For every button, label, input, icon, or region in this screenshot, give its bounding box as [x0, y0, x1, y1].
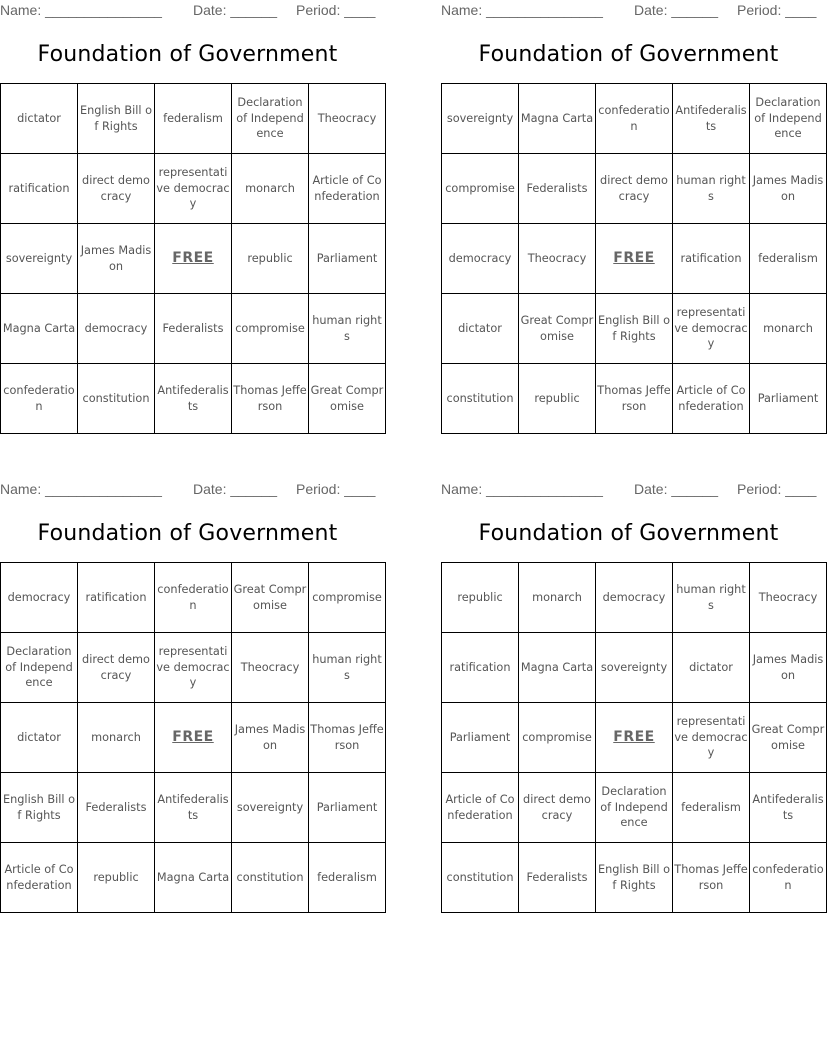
- bingo-cell: compromise: [309, 563, 386, 633]
- bingo-cell: ratification: [1, 154, 78, 224]
- bingo-cell: Article of Confederation: [673, 364, 750, 434]
- bingo-cell: human rights: [309, 633, 386, 703]
- bingo-cell: Theocracy: [750, 563, 827, 633]
- bingo-cell: Theocracy: [519, 224, 596, 294]
- bingo-cell: Parliament: [442, 703, 519, 773]
- grid-row: [442, 703, 827, 773]
- bingo-cell: dictator: [1, 703, 78, 773]
- grid-row: [1, 843, 386, 913]
- grid-row: [442, 563, 827, 633]
- bingo-cell: Declaration of Independence: [232, 84, 309, 154]
- bingo-cell: Magna Carta: [1, 294, 78, 364]
- bingo-cell: compromise: [519, 703, 596, 773]
- free-space: FREE: [596, 703, 673, 773]
- bingo-cell: monarch: [519, 563, 596, 633]
- bingo-cell: Antifederalists: [155, 773, 232, 843]
- bingo-cell: Declaration of Independence: [750, 84, 827, 154]
- bingo-cell: federalism: [673, 773, 750, 843]
- bingo-cell: Great Compromise: [750, 703, 827, 773]
- bingo-cell: Great Compromise: [232, 563, 309, 633]
- grid-row: [442, 633, 827, 703]
- grid-row: [1, 224, 386, 294]
- bingo-card-1: [0, 0, 384, 440]
- bingo-cell: republic: [232, 224, 309, 294]
- bingo-cell: Federalists: [78, 773, 155, 843]
- bingo-card-2: [441, 0, 824, 440]
- grid-row: [442, 773, 827, 843]
- period-field: Period: ____: [296, 2, 376, 18]
- bingo-cell: James Madison: [750, 633, 827, 703]
- period-field: Period: ____: [737, 481, 817, 497]
- bingo-cell: direct democracy: [78, 633, 155, 703]
- date-field: Date: ______: [193, 481, 278, 497]
- bingo-cell: constitution: [232, 843, 309, 913]
- grid-row: [1, 633, 386, 703]
- bingo-cell: James Madison: [78, 224, 155, 294]
- card-title: Foundation of Government: [37, 42, 338, 67]
- grid-row: [442, 224, 827, 294]
- free-space: FREE: [155, 224, 232, 294]
- bingo-cell: compromise: [232, 294, 309, 364]
- bingo-cell: representative democracy: [673, 294, 750, 364]
- name-field: Name: _______________: [0, 481, 162, 497]
- bingo-cell: Antifederalists: [155, 364, 232, 434]
- name-field: Name: _______________: [441, 481, 603, 497]
- bingo-cell: Theocracy: [309, 84, 386, 154]
- bingo-cell: Parliament: [750, 364, 827, 434]
- bingo-cell: Theocracy: [232, 633, 309, 703]
- bingo-cell: English Bill of Rights: [596, 843, 673, 913]
- bingo-cell: Federalists: [155, 294, 232, 364]
- bingo-grid: [441, 83, 827, 434]
- bingo-cell: confederation: [750, 843, 827, 913]
- bingo-cell: English Bill of Rights: [1, 773, 78, 843]
- bingo-cell: Thomas Jefferson: [673, 843, 750, 913]
- name-field: Name: _______________: [441, 2, 603, 18]
- grid-row: [1, 703, 386, 773]
- bingo-cell: Declaration of Independence: [596, 773, 673, 843]
- bingo-cell: Magna Carta: [519, 84, 596, 154]
- bingo-cell: sovereignty: [1, 224, 78, 294]
- bingo-cell: Magna Carta: [519, 633, 596, 703]
- bingo-cell: direct democracy: [78, 154, 155, 224]
- bingo-card-4: [441, 479, 825, 919]
- free-space: FREE: [596, 224, 673, 294]
- free-space: FREE: [155, 703, 232, 773]
- bingo-cell: direct democracy: [519, 773, 596, 843]
- bingo-cell: federalism: [309, 843, 386, 913]
- bingo-cell: federalism: [155, 84, 232, 154]
- bingo-cell: ratification: [442, 633, 519, 703]
- bingo-cell: constitution: [78, 364, 155, 434]
- bingo-cell: ratification: [78, 563, 155, 633]
- bingo-cell: monarch: [232, 154, 309, 224]
- grid-row: [1, 563, 386, 633]
- bingo-cell: human rights: [309, 294, 386, 364]
- bingo-cell: Great Compromise: [309, 364, 386, 434]
- grid-row: [442, 843, 827, 913]
- bingo-cell: dictator: [673, 633, 750, 703]
- name-field: Name: _______________: [0, 2, 162, 18]
- grid-row: [442, 154, 827, 224]
- bingo-cell: Article of Confederation: [1, 843, 78, 913]
- bingo-cell: Article of Confederation: [442, 773, 519, 843]
- bingo-cell: Antifederalists: [673, 84, 750, 154]
- bingo-cell: English Bill of Rights: [78, 84, 155, 154]
- student-info-row: [0, 481, 375, 499]
- date-field: Date: ______: [634, 481, 719, 497]
- student-info-row: [441, 2, 816, 20]
- date-field: Date: ______: [634, 2, 719, 18]
- grid-row: [1, 773, 386, 843]
- bingo-cell: dictator: [442, 294, 519, 364]
- bingo-card-3: [0, 479, 384, 919]
- bingo-cell: monarch: [78, 703, 155, 773]
- bingo-cell: English Bill of Rights: [596, 294, 673, 364]
- grid-row: [1, 364, 386, 434]
- bingo-cell: Parliament: [309, 224, 386, 294]
- bingo-cell: Thomas Jefferson: [232, 364, 309, 434]
- bingo-cell: republic: [78, 843, 155, 913]
- grid-row: [442, 364, 827, 434]
- bingo-cell: constitution: [442, 843, 519, 913]
- bingo-cell: representative democracy: [155, 154, 232, 224]
- period-field: Period: ____: [296, 481, 376, 497]
- bingo-cell: Great Compromise: [519, 294, 596, 364]
- bingo-cell: republic: [519, 364, 596, 434]
- bingo-cell: Parliament: [309, 773, 386, 843]
- bingo-cell: republic: [442, 563, 519, 633]
- bingo-cell: democracy: [78, 294, 155, 364]
- grid-row: [442, 294, 827, 364]
- bingo-cell: dictator: [1, 84, 78, 154]
- bingo-cell: Thomas Jefferson: [596, 364, 673, 434]
- grid-row: [1, 84, 386, 154]
- bingo-cell: sovereignty: [596, 633, 673, 703]
- bingo-cell: Federalists: [519, 154, 596, 224]
- bingo-cell: Magna Carta: [155, 843, 232, 913]
- bingo-grid: [441, 562, 827, 913]
- bingo-cell: Declaration of Independence: [1, 633, 78, 703]
- period-field: Period: ____: [737, 2, 817, 18]
- card-title: Foundation of Government: [37, 521, 338, 546]
- bingo-cell: ratification: [673, 224, 750, 294]
- bingo-cell: democracy: [596, 563, 673, 633]
- grid-row: [442, 84, 827, 154]
- card-title: Foundation of Government: [478, 521, 779, 546]
- bingo-grid: [0, 562, 386, 913]
- bingo-cell: confederation: [1, 364, 78, 434]
- bingo-grid: [0, 83, 386, 434]
- bingo-cell: compromise: [442, 154, 519, 224]
- bingo-cell: federalism: [750, 224, 827, 294]
- bingo-cell: democracy: [1, 563, 78, 633]
- bingo-cell: confederation: [155, 563, 232, 633]
- date-field: Date: ______: [193, 2, 278, 18]
- bingo-cell: monarch: [750, 294, 827, 364]
- bingo-cell: human rights: [673, 154, 750, 224]
- bingo-cell: democracy: [442, 224, 519, 294]
- card-title: Foundation of Government: [478, 42, 779, 67]
- bingo-cell: Antifederalists: [750, 773, 827, 843]
- bingo-cell: human rights: [673, 563, 750, 633]
- bingo-cell: direct democracy: [596, 154, 673, 224]
- bingo-cell: representative democracy: [673, 703, 750, 773]
- bingo-cell: confederation: [596, 84, 673, 154]
- bingo-cell: James Madison: [750, 154, 827, 224]
- bingo-cell: sovereignty: [442, 84, 519, 154]
- student-info-row: [0, 2, 375, 20]
- bingo-cell: representative democracy: [155, 633, 232, 703]
- grid-row: [1, 294, 386, 364]
- bingo-cell: Thomas Jefferson: [309, 703, 386, 773]
- bingo-cell: Article of Confederation: [309, 154, 386, 224]
- bingo-cell: sovereignty: [232, 773, 309, 843]
- bingo-cell: constitution: [442, 364, 519, 434]
- bingo-cell: James Madison: [232, 703, 309, 773]
- grid-row: [1, 154, 386, 224]
- bingo-cell: Federalists: [519, 843, 596, 913]
- student-info-row: [441, 481, 816, 499]
